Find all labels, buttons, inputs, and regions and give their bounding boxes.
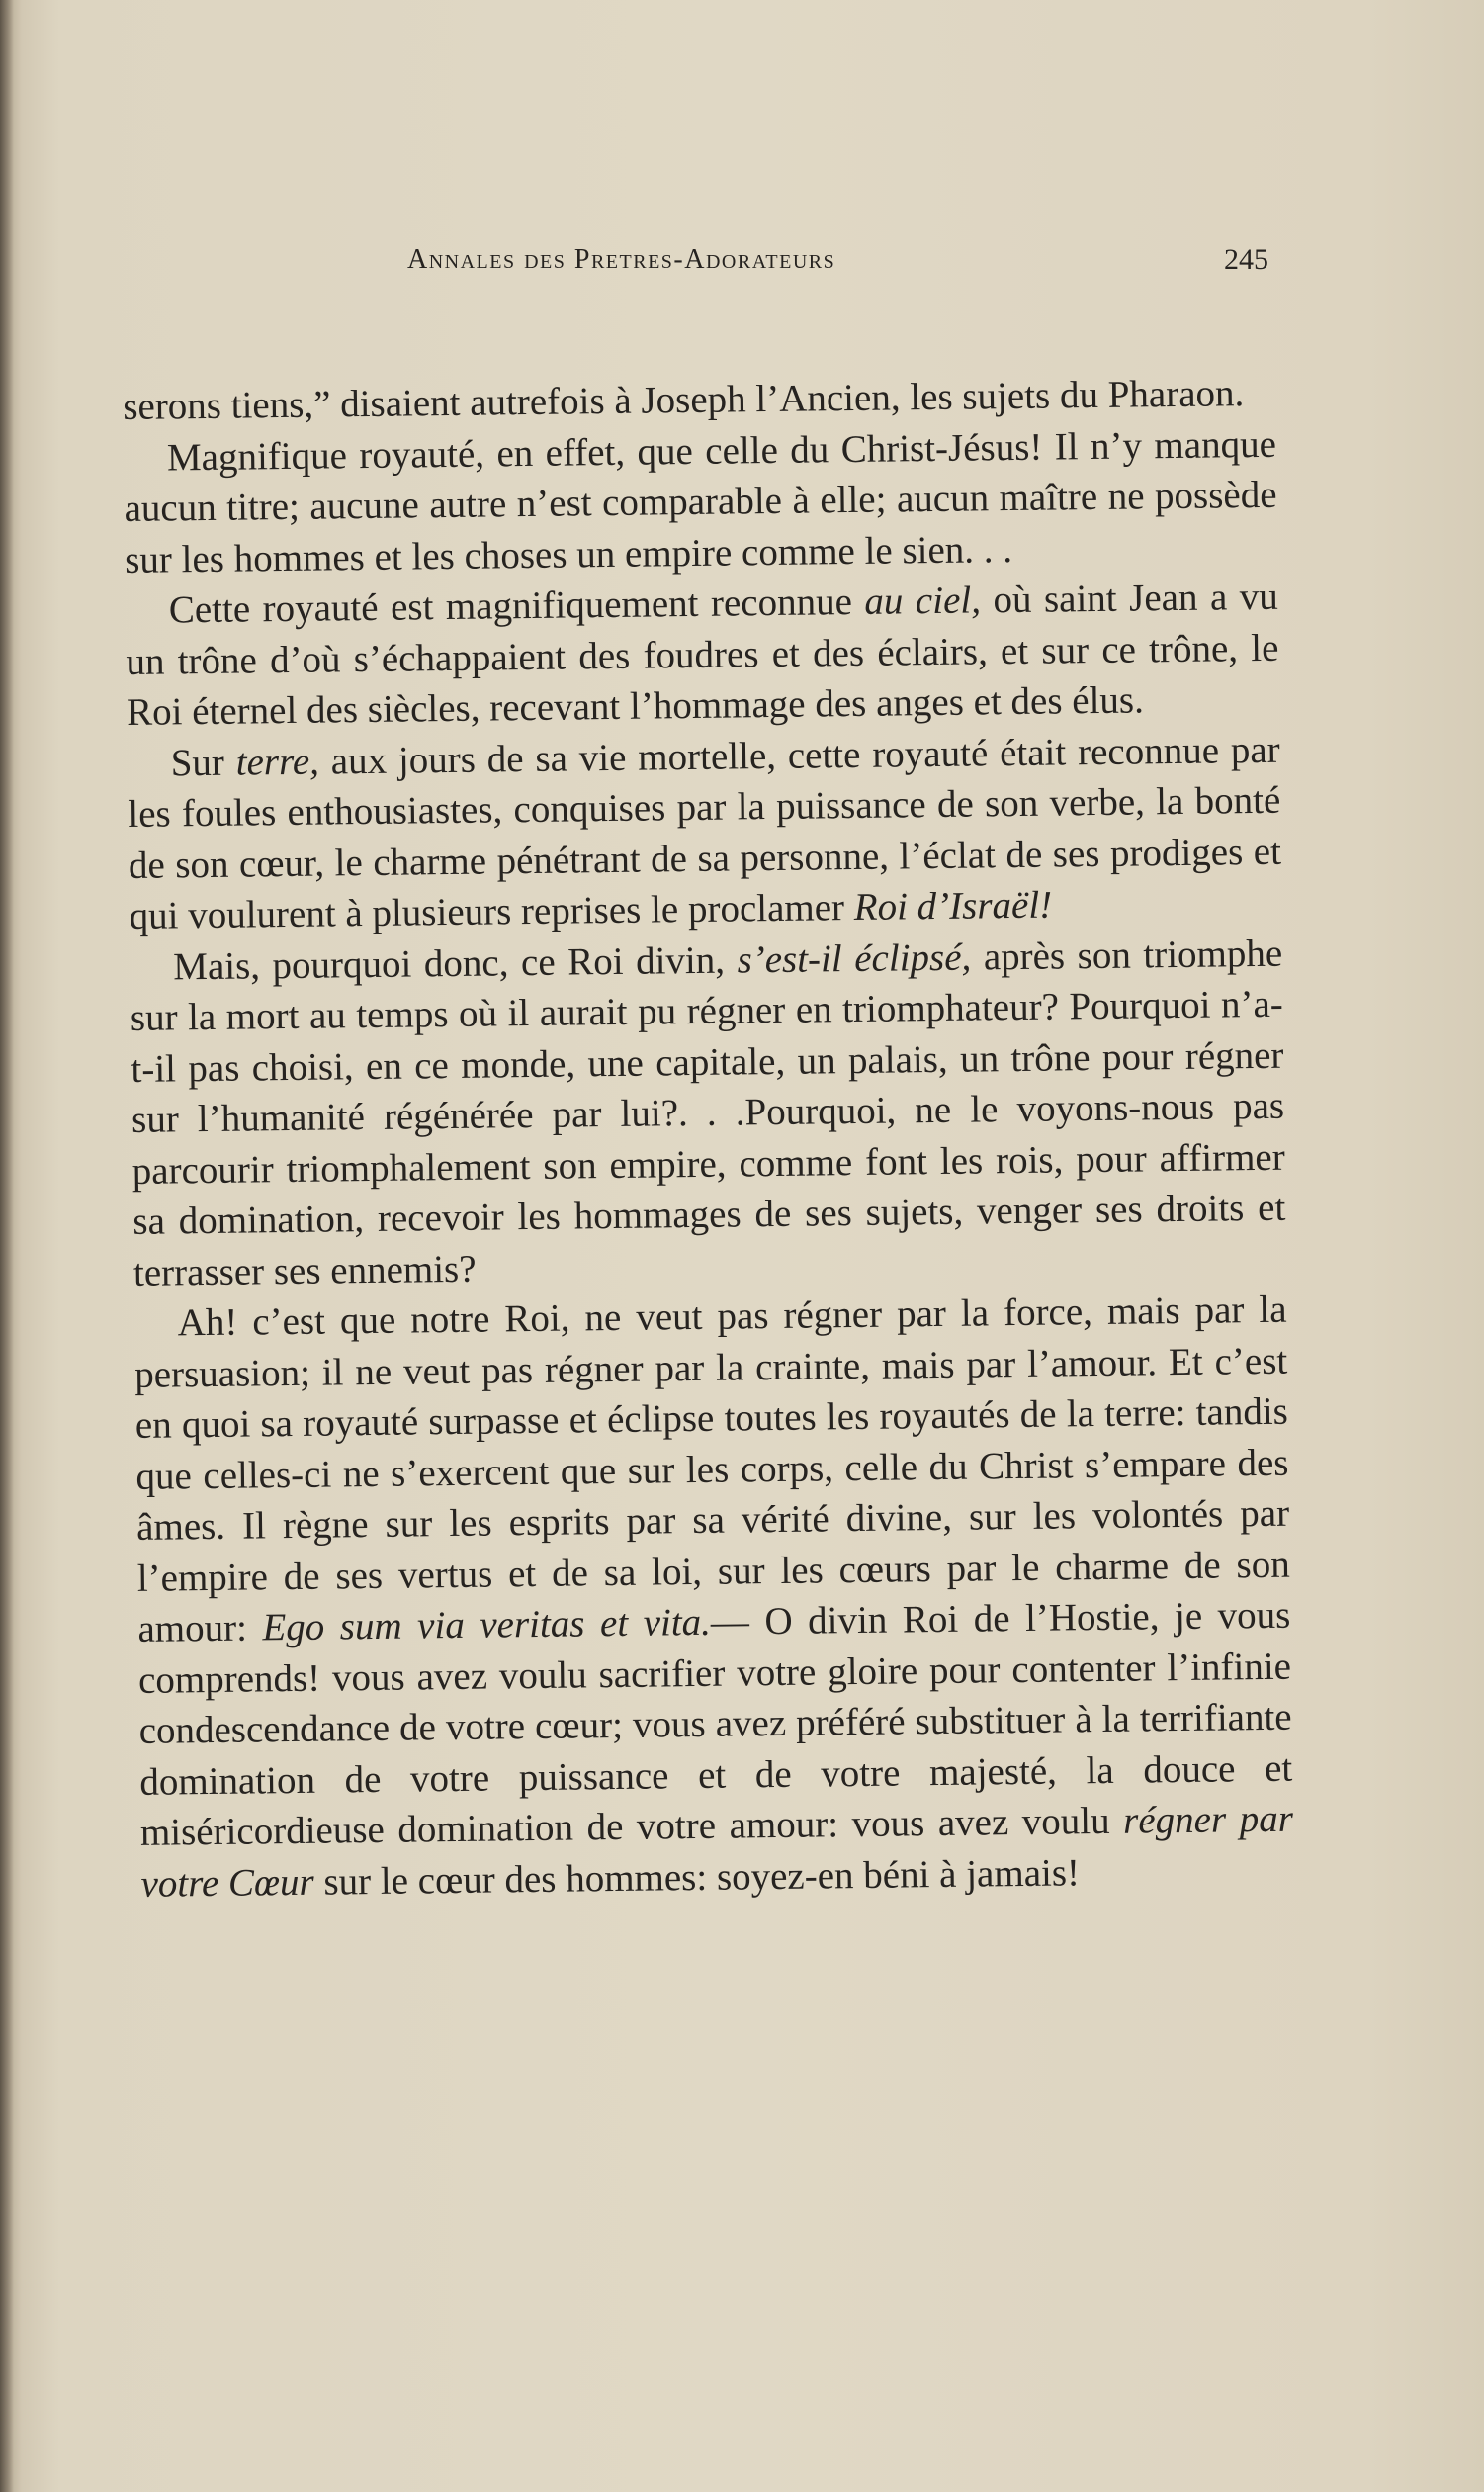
paragraph-1-text: serons tiens,” disaient autrefois à Joseph l’Ancien, les sujets du Pharaon. xyxy=(123,372,1245,428)
paragraph-6 xyxy=(133,1285,1293,1910)
paragraph-3-text-end: où saint Jean a vu un trône d’où s’échappaient des foudres et des éclairs, et sur ce trône, le Roi éternel des siècles, recevant l’hommage des anges et des élus. xyxy=(126,575,1279,734)
paragraph-5-italic: s’est-il éclipsé, xyxy=(737,935,972,981)
paragraph-3-italic: au ciel, xyxy=(864,578,982,623)
paragraph-3-text-start: Cette royauté est magnifiquement reconnue xyxy=(168,579,865,632)
paragraph-6-text-start: Ah! c’est que notre Roi, ne veut pas régner par la force, mais par la persuasion; il ne veut pas régner par la crainte, mais par l’amour. Et c’est en quoi sa royauté surpasse et éclipse toutes les royautés de la terre: tandis que celles-ci ne s’exercent que sur les corps, celle du Christ s’empare des âmes. Il règne sur les esprits par sa vérité divine, sur les volontés par l’empire de ses vertus et de sa loi, sur les cœurs par le charme de son amour: xyxy=(134,1288,1290,1650)
paragraph-2-text: Magnifique royauté, en effet, que celle du Christ-Jésus! Il n’y manque aucun titre; aucune autre n’est comparable à elle; aucun maître ne possède sur les hommes et les choses un empire comme le sien. . . xyxy=(124,422,1277,581)
paragraph-2 xyxy=(124,418,1278,585)
paragraph-6-text-middle: — O divin Roi de l’Hostie, je vous comprends! vous avez voulu sacrifier votre gloire pour contenter l’infinie condescendance de votre cœur; vous avez préféré substituer à la terrifiante domination de votre puissance et de votre majesté, la douce et miséricordieuse domination de votre amour: vous avez voulu xyxy=(137,1593,1293,1854)
paragraph-3 xyxy=(126,572,1280,739)
page-spine-shadow xyxy=(0,0,14,2492)
paragraph-6-text-end: sur le cœur des hommes: soyez-en béni à jamais! xyxy=(313,1850,1081,1904)
paragraph-4 xyxy=(127,724,1281,941)
paragraph-5-text-end: après son triomphe sur la mort au temps où il aurait pu régner en triomphateur? Pourquoi n’a-t-il pas choisi, en ce monde, une capitale, un palais, un trône pour régner sur l’humanité régénérée par lui?. . .Pourquoi, ne le voyons-nous pas parcourir triomphalement son empire, comme font les rois, pour affirmer sa domination, recevoir les hommages de ses sujets, venger ses droits et terrasser ses ennemis? xyxy=(130,932,1286,1294)
paragraph-6-italic-2: régner par votre Cœur xyxy=(140,1797,1294,1906)
paragraph-5 xyxy=(130,928,1286,1298)
paragraph-6-italic-1: Ego sum via veritas et vita. xyxy=(262,1600,712,1649)
paragraph-4-italic-2: Roi d’Israël! xyxy=(853,883,1053,930)
body-text xyxy=(123,368,1294,1910)
page-number: 245 xyxy=(1224,243,1268,276)
running-title: Annales des Pretres-Adorateurs xyxy=(407,244,836,275)
page-header xyxy=(0,235,1484,285)
paragraph-4-text-start: Sur xyxy=(170,741,237,784)
paragraph-5-text-start: Mais, pourquoi donc, ce Roi divin, xyxy=(172,937,738,988)
paragraph-4-text-middle: aux jours de sa vie mortelle, cette royauté était reconnue par les foules enthousiastes, conquises par la puissance de son verbe, la bonté de son cœur, le charme pénétrant de sa personne, l’éclat de ses prodiges et qui voulurent à plusieurs reprises le proclamer xyxy=(128,728,1282,937)
paragraph-4-italic-1: terre, xyxy=(235,740,320,784)
